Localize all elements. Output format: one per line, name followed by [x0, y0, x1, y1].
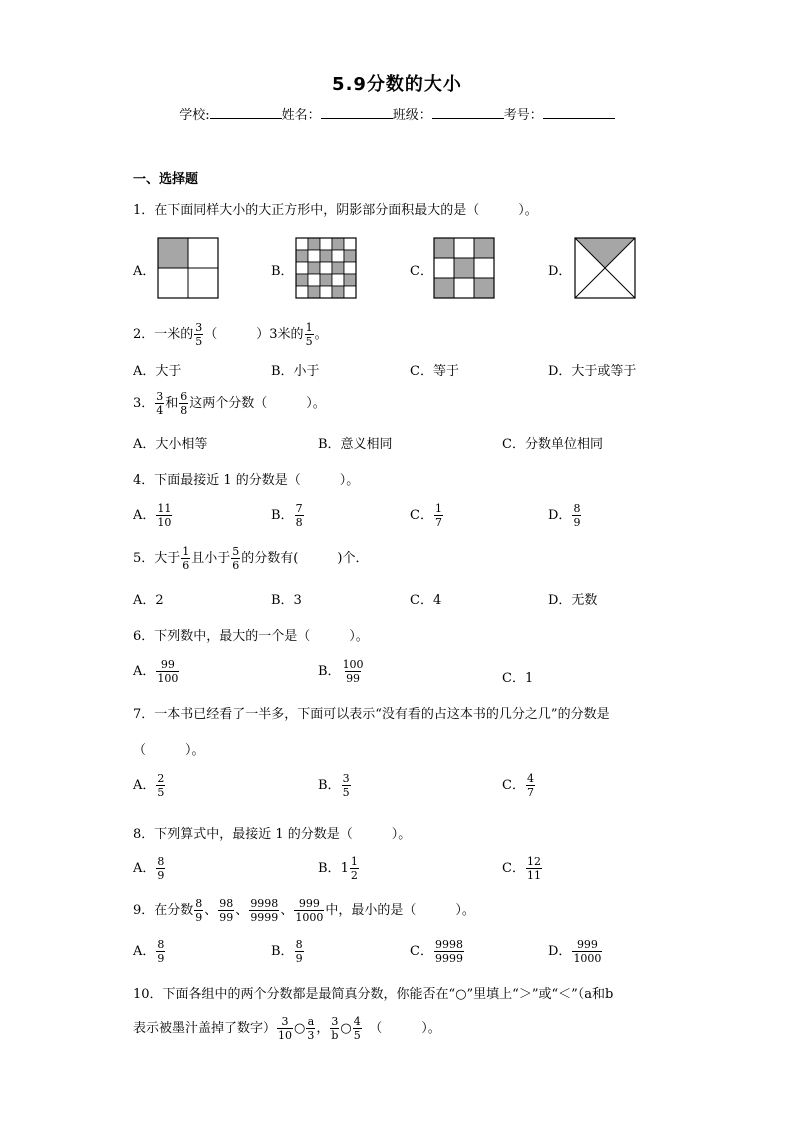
q9-c-label: C． — [410, 944, 433, 959]
q4-d-label: D． — [548, 508, 572, 523]
exam-blank[interactable] — [543, 106, 615, 119]
q10-text-2: （ ）。 — [362, 1021, 441, 1036]
q8-stem: 8．下列算式中，最接近 1 的分数是（ ）。 — [133, 827, 412, 842]
q5-f1-den: 6 — [182, 559, 190, 572]
q4-option-b[interactable] — [271, 502, 305, 529]
q2-f2-num: 1 — [305, 321, 313, 334]
q9-option-d[interactable] — [548, 938, 603, 965]
q10-f1-den: 10 — [278, 1029, 293, 1042]
q2-text-1: 2．一米的 — [133, 327, 194, 342]
q4-stem: 4．下面最接近 1 的分数是（ ）。 — [133, 473, 360, 488]
q7-option-b[interactable] — [318, 772, 352, 799]
q10-fraction-3 — [330, 1015, 339, 1042]
name-label: 姓名： — [281, 108, 321, 123]
q6-b-fraction — [342, 658, 365, 685]
checker-cell — [344, 250, 356, 262]
q7-c-label: C． — [502, 778, 525, 793]
q7-a-den: 5 — [157, 786, 165, 799]
q7-stem: 7．一本书已经看了一半多，下面可以表示“没有看的占这本书的几分之几”的分数是 — [133, 707, 610, 722]
q6-a-den: 100 — [157, 672, 179, 685]
q9-c-den: 9999 — [434, 952, 463, 965]
checker-cell — [296, 262, 308, 274]
checker-cell — [332, 238, 344, 250]
q9-fraction-4 — [294, 897, 324, 924]
q8-option-c[interactable] — [502, 855, 543, 882]
q10-f4-den: 5 — [353, 1029, 361, 1042]
q1-square-d — [574, 237, 636, 299]
q9-option-a[interactable] — [133, 938, 166, 965]
q9-stem — [133, 897, 475, 924]
q2-f1-num: 3 — [195, 321, 203, 334]
q4-option-d[interactable] — [548, 502, 582, 529]
q8-b-label: B． — [318, 861, 341, 876]
q5-option-c[interactable]: C．4 — [410, 593, 442, 608]
q10-f2-num: a — [307, 1015, 315, 1028]
q1-square-a — [157, 237, 219, 299]
q3-f2-den: 8 — [180, 404, 188, 417]
q7-a-label: A． — [133, 778, 156, 793]
checker-cell — [296, 250, 308, 262]
q5-f2-den: 6 — [232, 559, 240, 572]
q8-a-den: 9 — [157, 869, 165, 882]
q8-b-num: 1 — [350, 855, 358, 868]
q9-text-2: 中，最小的是（ ）。 — [325, 903, 475, 918]
q7-stem-2: （ ）。 — [133, 743, 205, 758]
q6-option-a[interactable] — [133, 658, 180, 685]
q9-b-num: 8 — [295, 938, 303, 951]
q6-stem: 6．下列数中，最大的一个是（ ）。 — [133, 629, 369, 644]
q9-f2-den: 99 — [219, 911, 234, 924]
checker-cell — [308, 238, 320, 250]
checker-cell — [332, 274, 344, 286]
q6-a-label: A． — [133, 664, 156, 679]
q9-f2-num: 98 — [219, 897, 234, 910]
q1-option-b-label: B． — [271, 264, 294, 279]
q7-b-num: 3 — [342, 772, 350, 785]
q4-option-c[interactable] — [410, 502, 444, 529]
q9-a-den: 9 — [157, 952, 165, 965]
checker-cell — [344, 274, 356, 286]
q10-fraction-2 — [306, 1015, 315, 1042]
q9-f3-den: 9999 — [250, 911, 279, 924]
q9-f3-num: 9998 — [250, 897, 279, 910]
q1-option-c-label: C． — [410, 264, 433, 279]
q9-fraction-2 — [218, 897, 234, 924]
q9-c-fraction — [434, 938, 464, 965]
q9-f4-num: 999 — [298, 897, 320, 910]
q10-f3-num: 3 — [331, 1015, 339, 1028]
q9-a-num: 8 — [157, 938, 165, 951]
q8-option-b[interactable] — [318, 855, 360, 882]
q8-c-den: 11 — [526, 869, 541, 882]
q3-f1-den: 4 — [156, 404, 164, 417]
q9-a-label: A． — [133, 944, 156, 959]
q1-stem: 1．在下面同样大小的大正方形中，阴影部分面积最大的是（ ）。 — [133, 203, 538, 218]
q9-sep-1: 、 — [204, 903, 218, 918]
q9-d-den: 1000 — [573, 952, 602, 965]
checker-cell — [296, 274, 308, 286]
q4-c-label: C． — [410, 508, 433, 523]
q8-option-a[interactable] — [133, 855, 166, 882]
page-title: 5.9分数的大小 — [332, 74, 462, 95]
q9-f4-den: 1000 — [295, 911, 324, 924]
q3-option-b[interactable]: B．意义相同 — [318, 437, 393, 452]
q3-text-1: 和 — [165, 396, 179, 411]
school-label: 学校: — [179, 108, 210, 123]
checker-cell — [308, 286, 320, 298]
q10-fraction-1 — [277, 1015, 293, 1042]
checker-cell — [296, 286, 308, 298]
checker-cell — [344, 262, 356, 274]
q5-stem — [133, 545, 368, 572]
q5-option-d[interactable]: D．无数 — [548, 593, 598, 608]
q3-option-a[interactable]: A．大小相等 — [133, 437, 208, 452]
q5-text-1: 5．大于 — [133, 551, 181, 566]
q9-sep-3: 、 — [280, 903, 294, 918]
q6-option-b[interactable] — [318, 658, 366, 685]
q5-f1-num: 1 — [182, 545, 190, 558]
q4-b-label: B． — [271, 508, 294, 523]
q5-option-b[interactable]: B．3 — [271, 593, 302, 608]
q10-stem-line-1: 10．下面各组中的两个分数都是最简真分数，你能否在“○”里填上“＞”或“＜”（a和b — [133, 987, 614, 1002]
q1-square-b — [295, 237, 357, 299]
q2-text-3: 。 — [314, 327, 328, 342]
q10-stem-line-2 — [133, 1015, 441, 1042]
q9-d-label: D． — [548, 944, 572, 959]
q2-f2-den: 5 — [305, 335, 313, 348]
q2-text-2: （ ）3米的 — [204, 327, 304, 342]
q1-square-c — [433, 237, 495, 299]
q4-d-num: 8 — [573, 502, 581, 515]
q7-option-a[interactable] — [133, 772, 166, 799]
q4-a-label: A． — [133, 508, 156, 523]
q10-text-1: 表示被墨汁盖掉了数字） — [133, 1021, 277, 1036]
q4-option-a[interactable] — [133, 502, 173, 529]
q3-text-0: 3． — [133, 396, 155, 411]
q9-f1-den: 9 — [195, 911, 203, 924]
name-blank[interactable] — [321, 106, 393, 119]
q4-b-num: 7 — [295, 502, 303, 515]
checker-cell — [332, 262, 344, 274]
q5-text-3: 的分数有( )个． — [241, 551, 369, 566]
section-heading: 一、选择题 — [133, 172, 199, 187]
exam-label: 考号： — [503, 108, 543, 123]
q9-fraction-3 — [249, 897, 279, 924]
checker-cell — [320, 274, 332, 286]
q9-text-1: 9．在分数 — [133, 903, 194, 918]
q4-a-fraction — [156, 502, 172, 529]
q2-option-c[interactable]: C．等于 — [410, 364, 459, 379]
class-label: 班级： — [392, 108, 432, 123]
q8-a-fraction — [156, 855, 165, 882]
q4-a-num: 11 — [157, 502, 172, 515]
q2-option-b[interactable]: B．小于 — [271, 364, 320, 379]
q5-fraction-1 — [181, 545, 190, 572]
q4-a-den: 10 — [157, 516, 172, 529]
q2-option-d[interactable]: D．大于或等于 — [548, 364, 637, 379]
q3-text-2: 这两个分数（ ）。 — [189, 396, 326, 411]
q8-c-label: C． — [502, 861, 525, 876]
q10-f1-num: 3 — [281, 1015, 289, 1028]
q6-option-c[interactable]: C．1 — [502, 671, 534, 686]
q9-option-b[interactable] — [271, 938, 305, 965]
q6-b-label: B． — [318, 664, 341, 679]
q2-option-a[interactable]: A．大于 — [133, 364, 182, 379]
q4-c-num: 1 — [434, 502, 442, 515]
checker-cell — [320, 238, 332, 250]
checker-cell — [332, 286, 344, 298]
q6-a-num: 99 — [160, 658, 175, 671]
q10-f2-den: 3 — [307, 1029, 315, 1042]
q5-fraction-2 — [231, 545, 240, 572]
student-info-line — [0, 104, 794, 123]
q1-option-a-label: A． — [133, 264, 156, 279]
checker-cell — [296, 238, 308, 250]
q9-b-fraction — [295, 938, 304, 965]
q4-c-fraction — [434, 502, 443, 529]
q6-b-den: 99 — [346, 672, 361, 685]
q4-b-den: 8 — [295, 516, 303, 529]
checker-cell — [320, 286, 332, 298]
q7-a-fraction — [156, 772, 165, 799]
q8-b-whole: 1 — [340, 861, 349, 876]
q9-c-num: 9998 — [434, 938, 463, 951]
q10-circle-2[interactable]: ○ — [340, 1021, 352, 1036]
q2-f1-den: 5 — [195, 335, 203, 348]
q10-fraction-4 — [353, 1015, 362, 1042]
q10-sep: ， — [316, 1021, 330, 1036]
q5-f2-num: 5 — [232, 545, 240, 558]
q4-d-fraction — [572, 502, 581, 529]
q6-b-num: 100 — [342, 658, 364, 671]
q8-b-den: 2 — [350, 869, 358, 882]
q8-c-fraction — [526, 855, 542, 882]
q7-b-label: B． — [318, 778, 341, 793]
checker-cell — [308, 274, 320, 286]
q9-a-fraction — [156, 938, 165, 965]
q3-f2-num: 6 — [180, 390, 188, 403]
q10-f4-num: 4 — [353, 1015, 361, 1028]
q3-f1-num: 3 — [156, 390, 164, 403]
checker-cell — [344, 286, 356, 298]
q9-fraction-1 — [194, 897, 203, 924]
q4-d-den: 9 — [573, 516, 581, 529]
checker-cell — [320, 262, 332, 274]
q9-option-c[interactable] — [410, 938, 465, 965]
q2-fraction-1 — [194, 321, 203, 348]
school-blank[interactable] — [210, 106, 282, 119]
q5-text-2: 且小于 — [191, 551, 231, 566]
q3-fraction-2 — [179, 390, 188, 417]
q10-circle-1[interactable]: ○ — [294, 1021, 306, 1036]
q8-c-num: 12 — [526, 855, 541, 868]
checker-cell — [320, 250, 332, 262]
q10-f3-den: b — [331, 1029, 339, 1042]
q5-option-a[interactable]: A．2 — [133, 593, 164, 608]
q7-option-c[interactable] — [502, 772, 536, 799]
q7-c-fraction — [526, 772, 535, 799]
q9-b-label: B． — [271, 944, 294, 959]
q4-b-fraction — [295, 502, 304, 529]
checker-cell — [344, 238, 356, 250]
class-blank[interactable] — [432, 106, 504, 119]
q9-sep-2: 、 — [235, 903, 249, 918]
q7-a-num: 2 — [157, 772, 165, 785]
checker-cell — [308, 250, 320, 262]
q4-c-den: 7 — [434, 516, 442, 529]
q3-fraction-1 — [155, 390, 164, 417]
q7-b-fraction — [342, 772, 351, 799]
q6-a-fraction — [156, 658, 179, 685]
q3-stem — [133, 390, 326, 417]
q7-c-den: 7 — [526, 786, 534, 799]
q7-c-num: 4 — [526, 772, 534, 785]
q7-b-den: 5 — [342, 786, 350, 799]
q9-d-num: 999 — [576, 938, 598, 951]
q2-stem — [133, 321, 328, 348]
q8-a-label: A． — [133, 861, 156, 876]
q1-option-d-label: D． — [548, 264, 572, 279]
q3-option-c[interactable]: C．分数单位相同 — [502, 437, 603, 452]
q9-d-fraction — [572, 938, 602, 965]
checker-cell — [308, 262, 320, 274]
q9-b-den: 9 — [295, 952, 303, 965]
checker-cell — [332, 250, 344, 262]
q2-fraction-2 — [305, 321, 314, 348]
q8-a-num: 8 — [157, 855, 165, 868]
q9-f1-num: 8 — [195, 897, 203, 910]
q8-b-fraction — [350, 855, 359, 882]
